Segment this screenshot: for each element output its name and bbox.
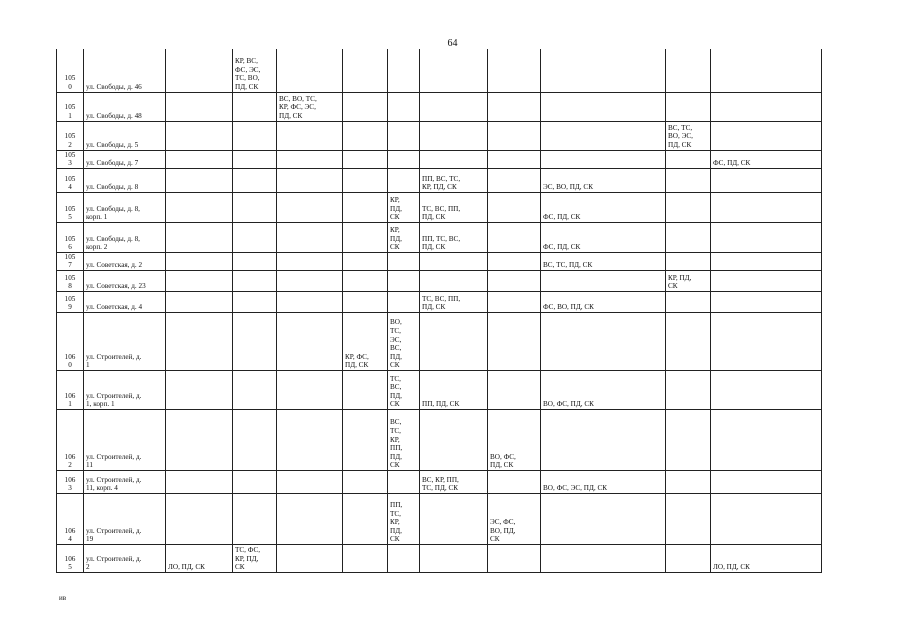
row-number-cell: 105 6 <box>57 222 84 252</box>
address-cell: ул. Свободы, д. 8 <box>84 168 166 192</box>
work-type-cell <box>541 121 666 150</box>
footer-note: ив <box>59 594 67 602</box>
work-type-cell <box>666 312 711 370</box>
work-type-cell <box>277 192 343 222</box>
table-row <box>57 291 822 312</box>
work-type-cell <box>233 370 277 409</box>
work-type-cell <box>166 192 233 222</box>
work-type-cell: ВО, ТС, ЭС, ВС, ПД, СК <box>388 312 420 370</box>
row-number-cell: 106 5 <box>57 544 84 572</box>
table-row <box>57 121 822 150</box>
work-type-cell <box>420 312 488 370</box>
work-type-cell <box>666 150 711 168</box>
work-type-cell <box>541 409 666 470</box>
table-row <box>57 270 822 291</box>
address-cell: ул. Строителей, д. 19 <box>84 493 166 544</box>
row-number-cell: 105 0 <box>57 49 84 92</box>
work-type-cell: ФС, ПД, СК <box>541 192 666 222</box>
work-type-cell <box>233 168 277 192</box>
work-type-cell <box>541 493 666 544</box>
work-type-cell <box>233 121 277 150</box>
row-number-cell: 106 3 <box>57 470 84 493</box>
work-type-cell: КР, ВС, ФС, ЭС, ТС, ВО, ПД, СК <box>233 49 277 92</box>
work-type-cell <box>420 493 488 544</box>
work-type-cell <box>343 470 388 493</box>
row-number-cell: 105 7 <box>57 252 84 270</box>
work-type-cell <box>666 222 711 252</box>
work-type-cell <box>233 222 277 252</box>
row-number-cell: 105 5 <box>57 192 84 222</box>
work-type-cell <box>277 121 343 150</box>
work-type-cell: ФС, ПД, СК <box>711 150 822 168</box>
work-type-cell <box>488 291 541 312</box>
work-type-cell <box>343 49 388 92</box>
work-type-cell <box>277 291 343 312</box>
table-row <box>57 49 822 92</box>
work-type-cell <box>666 470 711 493</box>
work-type-cell <box>488 252 541 270</box>
work-type-cell <box>343 150 388 168</box>
work-type-cell <box>711 192 822 222</box>
work-type-cell <box>277 150 343 168</box>
work-type-cell <box>166 470 233 493</box>
address-cell: ул. Строителей, д. 1, корп. 1 <box>84 370 166 409</box>
page-number: 64 <box>447 38 458 49</box>
work-type-cell: ТС, ВС, ПП, ПД, СК <box>420 192 488 222</box>
work-type-cell: КР, ПД, СК <box>388 192 420 222</box>
work-type-cell <box>277 544 343 572</box>
work-type-cell <box>541 270 666 291</box>
address-cell: ул. Строителей, д. 1 <box>84 312 166 370</box>
table-row <box>57 252 822 270</box>
work-type-cell <box>343 92 388 121</box>
work-type-cell <box>388 168 420 192</box>
work-type-cell <box>488 312 541 370</box>
work-type-cell <box>277 370 343 409</box>
work-type-cell <box>541 150 666 168</box>
address-cell: ул. Свободы, д. 46 <box>84 49 166 92</box>
work-type-cell <box>666 291 711 312</box>
work-type-cell <box>343 121 388 150</box>
work-type-cell <box>277 409 343 470</box>
work-type-cell <box>343 222 388 252</box>
work-type-cell <box>277 252 343 270</box>
work-type-cell: ПП, ТС, КР, ПД, СК <box>388 493 420 544</box>
work-type-cell <box>233 150 277 168</box>
row-number-cell: 106 1 <box>57 370 84 409</box>
work-type-cell <box>166 150 233 168</box>
work-type-cell <box>277 493 343 544</box>
work-type-cell <box>166 409 233 470</box>
row-number-cell: 105 2 <box>57 121 84 150</box>
work-type-cell: ВО, ФС, ЭС, ПД, СК <box>541 470 666 493</box>
work-type-cell <box>541 92 666 121</box>
work-type-cell <box>233 252 277 270</box>
work-type-cell <box>388 150 420 168</box>
work-type-cell <box>541 312 666 370</box>
work-type-cell <box>166 222 233 252</box>
work-type-cell <box>166 252 233 270</box>
address-cell: ул. Свободы, д. 5 <box>84 121 166 150</box>
work-type-cell <box>233 493 277 544</box>
address-cell: ул. Советская, д. 4 <box>84 291 166 312</box>
work-type-cell <box>343 252 388 270</box>
work-type-cell <box>711 291 822 312</box>
work-type-cell <box>388 470 420 493</box>
work-type-cell <box>711 409 822 470</box>
work-type-cell: ВО, ФС, ПД, СК <box>541 370 666 409</box>
work-type-cell <box>166 92 233 121</box>
table-row <box>57 409 822 470</box>
work-type-cell <box>711 168 822 192</box>
work-type-cell <box>277 49 343 92</box>
work-type-cell: ЛО, ПД, СК <box>166 544 233 572</box>
work-type-cell <box>488 121 541 150</box>
work-type-cell <box>233 192 277 222</box>
work-type-cell <box>233 470 277 493</box>
table-row <box>57 544 822 572</box>
work-type-cell <box>388 92 420 121</box>
work-type-cell <box>277 312 343 370</box>
work-type-cell <box>488 544 541 572</box>
work-type-cell <box>666 168 711 192</box>
work-type-cell <box>666 92 711 121</box>
work-type-cell: ВС, ТС, КР, ПП, ПД, СК <box>388 409 420 470</box>
work-type-cell <box>343 192 388 222</box>
work-type-cell <box>541 544 666 572</box>
work-type-cell <box>233 409 277 470</box>
work-type-cell <box>343 370 388 409</box>
work-type-cell <box>711 370 822 409</box>
work-type-cell: ВС, ТС, ВО, ЭС, ПД, СК <box>666 121 711 150</box>
work-type-cell <box>166 370 233 409</box>
work-type-cell <box>277 470 343 493</box>
row-number-cell: 105 9 <box>57 291 84 312</box>
work-type-cell <box>388 49 420 92</box>
work-type-cell <box>711 312 822 370</box>
repair-schedule-table <box>56 49 822 573</box>
work-type-cell <box>420 150 488 168</box>
table-row <box>57 192 822 222</box>
work-type-cell <box>666 409 711 470</box>
row-number-cell: 106 0 <box>57 312 84 370</box>
work-type-cell <box>233 92 277 121</box>
work-type-cell <box>488 370 541 409</box>
work-type-cell: ВС, ТС, ПД, СК <box>541 252 666 270</box>
table-row <box>57 168 822 192</box>
table-row <box>57 370 822 409</box>
work-type-cell <box>420 252 488 270</box>
work-type-cell <box>388 121 420 150</box>
work-type-cell <box>488 92 541 121</box>
work-type-cell <box>277 222 343 252</box>
work-type-cell <box>166 121 233 150</box>
work-type-cell: ВС, КР, ПП, ТС, ПД, СК <box>420 470 488 493</box>
work-type-cell <box>420 409 488 470</box>
work-type-cell <box>420 270 488 291</box>
work-type-cell <box>711 121 822 150</box>
work-type-cell <box>420 92 488 121</box>
table-row <box>57 493 822 544</box>
work-type-cell: ТС, ВС, ПП, ПД, СК <box>420 291 488 312</box>
work-type-cell <box>666 493 711 544</box>
work-type-cell <box>420 121 488 150</box>
work-type-cell <box>166 493 233 544</box>
work-type-cell <box>420 544 488 572</box>
address-cell: ул. Свободы, д. 7 <box>84 150 166 168</box>
work-type-cell: ЭС, ВО, ПД, СК <box>541 168 666 192</box>
work-type-cell <box>388 544 420 572</box>
table-row <box>57 150 822 168</box>
work-type-cell <box>388 252 420 270</box>
work-type-cell <box>343 270 388 291</box>
work-type-cell <box>711 270 822 291</box>
work-type-cell <box>233 291 277 312</box>
work-type-cell <box>666 544 711 572</box>
row-number-cell: 105 8 <box>57 270 84 291</box>
work-type-cell <box>541 49 666 92</box>
work-type-cell <box>166 168 233 192</box>
work-type-cell: ВО, ФС, ПД, СК <box>488 409 541 470</box>
address-cell: ул. Советская, д. 2 <box>84 252 166 270</box>
work-type-cell <box>666 370 711 409</box>
work-type-cell <box>488 168 541 192</box>
address-cell: ул. Строителей, д. 11, корп. 4 <box>84 470 166 493</box>
work-type-cell: ПП, ПД, СК <box>420 370 488 409</box>
work-type-cell <box>488 49 541 92</box>
row-number-cell: 106 4 <box>57 493 84 544</box>
work-type-cell <box>166 312 233 370</box>
work-type-cell: ПП, ВС, ТС, КР, ПД, СК <box>420 168 488 192</box>
work-type-cell <box>711 493 822 544</box>
work-type-cell: ТС, ФС, КР, ПД, СК <box>233 544 277 572</box>
address-cell: ул. Строителей, д. 11 <box>84 409 166 470</box>
work-type-cell <box>343 168 388 192</box>
row-number-cell: 105 3 <box>57 150 84 168</box>
address-cell: ул. Свободы, д. 8, корп. 2 <box>84 222 166 252</box>
work-type-cell <box>277 168 343 192</box>
work-type-cell <box>166 270 233 291</box>
work-type-cell <box>488 270 541 291</box>
work-type-cell: ТС, ВС, ПД, СК <box>388 370 420 409</box>
row-number-cell: 106 2 <box>57 409 84 470</box>
address-cell: ул. Свободы, д. 48 <box>84 92 166 121</box>
work-type-cell: ПП, ТС, ВС, ПД, СК <box>420 222 488 252</box>
work-type-cell <box>488 222 541 252</box>
work-type-cell <box>388 270 420 291</box>
work-type-cell <box>166 291 233 312</box>
address-cell: ул. Строителей, д. 2 <box>84 544 166 572</box>
work-type-cell <box>711 470 822 493</box>
work-type-cell <box>343 544 388 572</box>
work-type-cell <box>233 270 277 291</box>
work-type-cell <box>666 192 711 222</box>
work-type-cell <box>277 270 343 291</box>
work-type-cell: КР, ПД, СК <box>388 222 420 252</box>
work-type-cell <box>233 312 277 370</box>
work-type-cell: ЭС, ФС, ВО, ПД, СК <box>488 493 541 544</box>
work-type-cell <box>488 150 541 168</box>
address-cell: ул. Советская, д. 23 <box>84 270 166 291</box>
work-type-cell: ЛО, ПД, СК <box>711 544 822 572</box>
row-number-cell: 105 4 <box>57 168 84 192</box>
work-type-cell <box>166 49 233 92</box>
address-cell: ул. Свободы, д. 8, корп. 1 <box>84 192 166 222</box>
work-type-cell: ВС, ВО, ТС, КР, ФС, ЭС, ПД, СК <box>277 92 343 121</box>
work-type-cell <box>666 252 711 270</box>
work-type-cell: КР, ФС, ПД, СК <box>343 312 388 370</box>
table-row <box>57 222 822 252</box>
table-row <box>57 470 822 493</box>
work-type-cell <box>343 409 388 470</box>
work-type-cell <box>420 49 488 92</box>
work-type-cell <box>711 252 822 270</box>
work-type-cell <box>711 49 822 92</box>
work-type-cell <box>711 92 822 121</box>
work-type-cell: КР, ПД, СК <box>666 270 711 291</box>
work-type-cell: ФС, ВО, ПД, СК <box>541 291 666 312</box>
work-type-cell <box>343 493 388 544</box>
work-type-cell <box>666 49 711 92</box>
work-type-cell <box>388 291 420 312</box>
work-type-cell: ФС, ПД, СК <box>541 222 666 252</box>
work-type-cell <box>343 291 388 312</box>
work-type-cell <box>488 192 541 222</box>
work-type-cell <box>488 470 541 493</box>
table-row <box>57 312 822 370</box>
row-number-cell: 105 1 <box>57 92 84 121</box>
work-type-cell <box>711 222 822 252</box>
table-row <box>57 92 822 121</box>
